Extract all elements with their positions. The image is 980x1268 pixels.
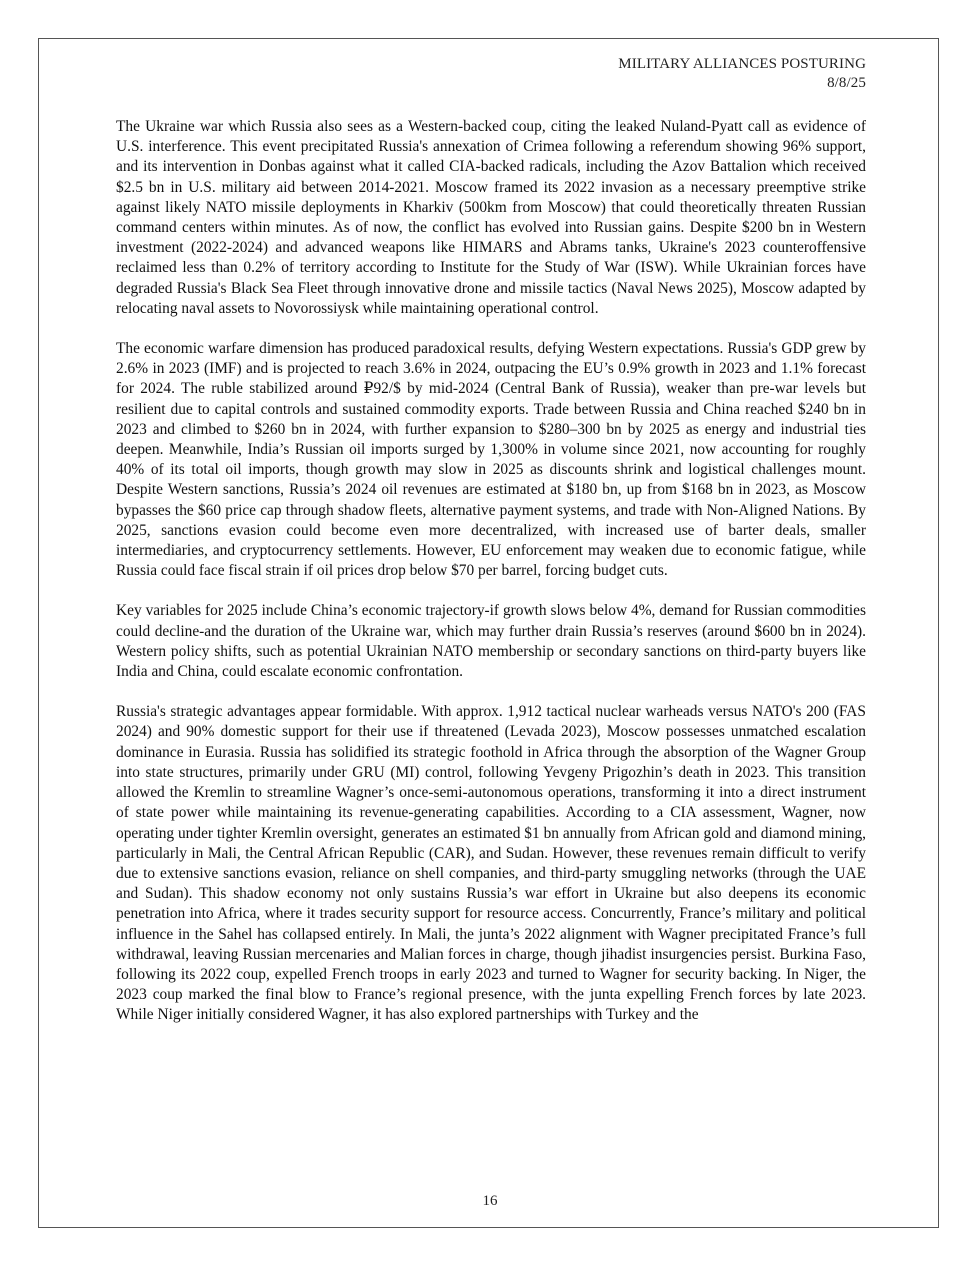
running-header: [618, 55, 866, 93]
header-date: 8/8/25: [827, 75, 866, 91]
paragraph-ukraine-war: The Ukraine war which Russia also sees as a Western-backed coup, citing the leaked Nuland-Pyatt call as evidence of U.S. interference. This event precipitated Russia's annexation of Crimea following a referendum showing 96% support, and its intervention in Donbas against what it called CIA-backed radicals, including the Azov Battalion which received $2.5 bn in U.S. military aid between 2014-2021. Moscow framed its 2022 invasion as a necessary preemptive strike against likely NATO missile deployments in Kharkiv (500km from Moscow) that could theoretically threaten Russian command centers within minutes. As of now, the conflict has evolved into Russian gains. Despite $200 bn in Western investment (2022-2024) and advanced weapons like HIMARS and Abrams tanks, Ukraine's 2023 counteroffensive reclaimed less than 0.2% of territory according to Institute for the Study of War (ISW). While Ukrainian forces have degraded Russia's Black Sea Fleet through innovative drone and missile tactics (Naval News 2025), Moscow adapted by relocating naval assets to Novorossiysk while maintaining operational control.: [116, 118, 866, 317]
paragraph-economic-warfare: The economic warfare dimension has produced paradoxical results, defying Western expectations. Russia's GDP grew by 2.6% in 2023 (IMF) and is projected to reach 3.6% in 2024, outpacing the EU’s 0.9% growth in 2023 and 1.1% forecast for 2024. The ruble stabilized around ₽92/$ by mid-2024 (Central Bank of Russia), weaker than pre-war levels but resilient due to capital controls and sustained commodity exports. Trade between Russia and China reached $240 bn in 2023 and climbed to $260 bn in 2024, with further expansion to $280–300 bn by 2025 as energy and industrial ties deepen. Meanwhile, India’s Russian oil imports surged by 1,300% in volume since 2021, now accounting for roughly 40% of its total oil imports, though growth may slow in 2025 as discounts shrink and logistical challenges mount. Despite Western sanctions, Russia’s 2024 oil revenues are estimated at $180 bn, up from $168 bn in 2023, as Moscow bypasses the $60 price cap through shadow fleets, alternative payment systems, and trade with Non-Aligned Nations. By 2025, sanctions evasion could become even more decentralized, with increased use of barter deals, smaller intermediaries, and cryptocurrency settlements. However, EU enforcement may weaken due to economic fatigue, while Russia could face fiscal strain if oil prices drop below $70 per barrel, forcing budget cuts.: [116, 340, 866, 580]
page-number: 16: [482, 1193, 498, 1209]
paragraph-key-variables: Key variables for 2025 include China’s economic trajectory-if growth slows below 4%, demand for Russian commodities could decline-and the duration of the Ukraine war, which may further drain Russia’s reserves (around $600 bn in 2024). Western policy shifts, such as potential Ukrainian NATO membership or secondary sanctions on third-party buyers like India and China, could escalate economic confrontation.: [116, 602, 866, 681]
header-title: MILITARY ALLIANCES POSTURING: [618, 56, 866, 72]
paragraph-strategic-advantages: Russia's strategic advantages appear formidable. With approx. 1,912 tactical nuclear warheads versus NATO's 200 (FAS 2024) and 90% domestic support for their use if threatened (Levada 2023), Moscow possesses unmatched escalation dominance in Eurasia. Russia has solidified its strategic foothold in Africa through the absorption of the Wagner Group into state structures, primarily under GRU (MI) control, following Yevgeny Prigozhin’s death in 2023. This transition allowed the Kremlin to streamline Wagner’s once-semi-autonomous operations, transforming it into a direct instrument of state power while maintaining its revenue-generating capabilities. According to a CIA assessment, Wagner, now operating under tighter Kremlin oversight, generates an estimated $1 bn annually from African gold and diamond mining, particularly in Mali, the Central African Republic (CAR), and Sudan. However, these revenues remain difficult to verify due to extensive sanctions evasion, reliance on shell companies, and third-party smuggling networks (through the UAE and Sudan). This shadow economy not only sustains Russia’s war effort in Ukraine but also deepens its economic penetration into Africa, where it trades security support for resource access. Concurrently, France’s military and political influence in the Sahel has collapsed entirely. In Mali, the junta’s 2022 alignment with Wagner precipitated France’s full withdrawal, leaving Russian mercenaries and Malian forces in charge, though jihadist insurgencies persist. Burkina Faso, following its 2022 coup, expelled French troops in early 2023 and turned to Wagner for security backing. In Niger, the 2023 coup marked the final blow to France’s regional presence, with the junta expelling French forces by late 2023. While Niger initially considered Wagner, it has also explored partnerships with Turkey and the: [116, 703, 866, 1024]
body-text: [116, 117, 866, 1046]
